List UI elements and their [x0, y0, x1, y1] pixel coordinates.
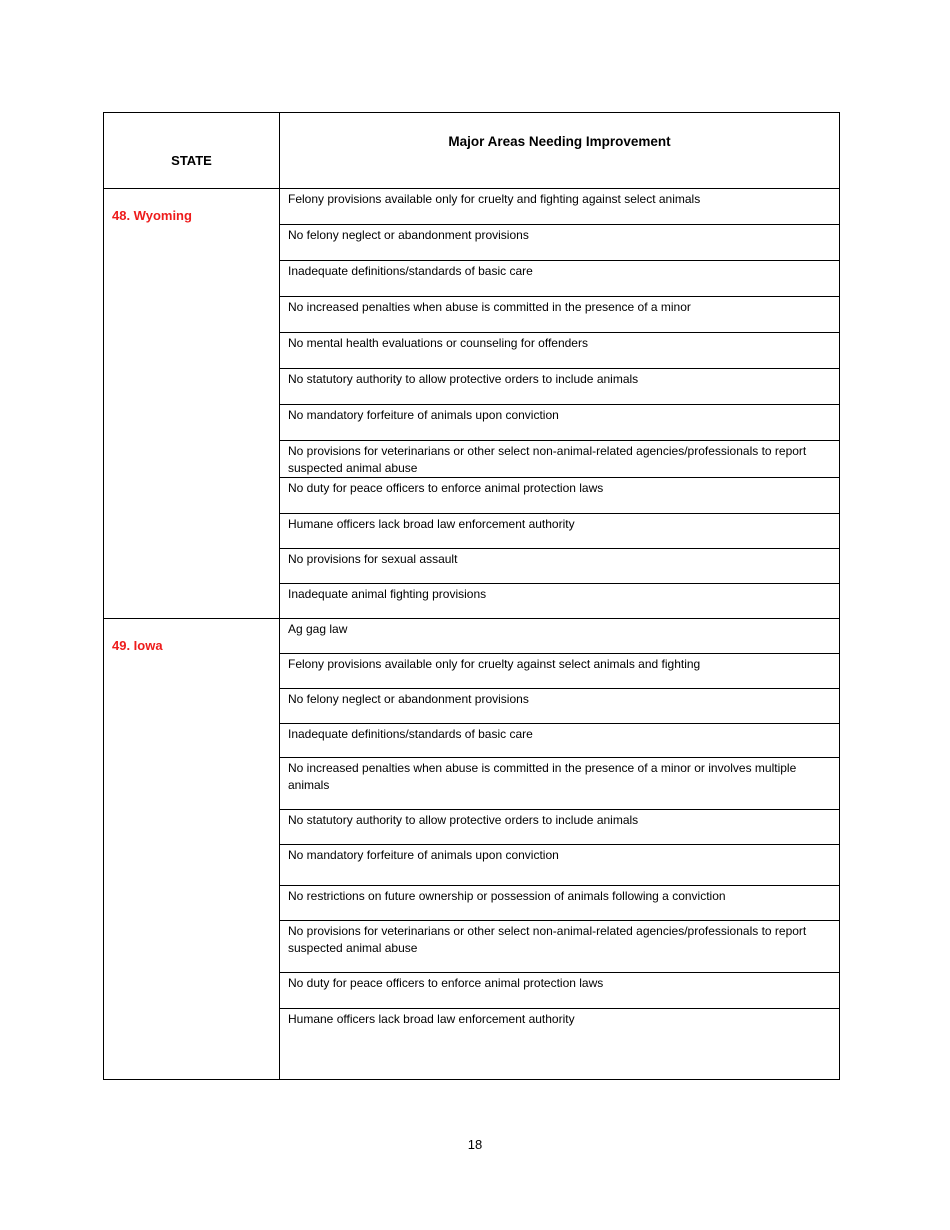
issue-cell: No increased penalties when abuse is committed in the presence of a minor: [280, 297, 840, 333]
issue-cell: Inadequate definitions/standards of basic care: [280, 261, 840, 297]
issue-cell: No duty for peace officers to enforce animal protection laws: [280, 478, 840, 514]
issue-cell: Ag gag law: [280, 619, 840, 654]
state-name-cell: 48. Wyoming: [104, 189, 280, 619]
issue-cell: Humane officers lack broad law enforcement authority: [280, 514, 840, 549]
issue-cell: Humane officers lack broad law enforcement authority: [280, 1009, 840, 1080]
state-name-cell: 49. Iowa: [104, 619, 280, 1080]
state-column-header-label: STATE: [171, 153, 212, 168]
table-header-row: [104, 113, 840, 189]
issue-cell: No duty for peace officers to enforce animal protection laws: [280, 973, 840, 1009]
issue-cell: No statutory authority to allow protective orders to include animals: [280, 369, 840, 405]
issue-cell: No felony neglect or abandonment provisions: [280, 689, 840, 724]
issue-cell: No provisions for veterinarians or other select non-animal-related agencies/professionals to report suspected animal abuse: [280, 921, 840, 973]
issue-cell: No provisions for veterinarians or other select non-animal-related agencies/professionals to report suspected animal abuse: [280, 441, 840, 478]
issue-cell: No statutory authority to allow protective orders to include animals: [280, 810, 840, 845]
table-row: [104, 619, 840, 654]
issue-cell: Felony provisions available only for cruelty against select animals and fighting: [280, 654, 840, 689]
page-number: 18: [467, 1137, 483, 1152]
issue-cell: No increased penalties when abuse is committed in the presence of a minor or involves multiple animals: [280, 758, 840, 810]
issue-cell: Inadequate definitions/standards of basic care: [280, 724, 840, 758]
issues-column-header: [280, 113, 840, 189]
issue-cell: No mandatory forfeiture of animals upon conviction: [280, 405, 840, 441]
issues-column-header-label: Major Areas Needing Improvement: [448, 134, 671, 149]
issue-cell: No mental health evaluations or counseling for offenders: [280, 333, 840, 369]
issue-cell: No restrictions on future ownership or possession of animals following a conviction: [280, 886, 840, 921]
issue-cell: No provisions for sexual assault: [280, 549, 840, 584]
issue-cell: No felony neglect or abandonment provisions: [280, 225, 840, 261]
issue-cell: No mandatory forfeiture of animals upon conviction: [280, 845, 840, 886]
state-column-header: [104, 113, 280, 189]
table-row: [104, 189, 840, 225]
issue-cell: Inadequate animal fighting provisions: [280, 584, 840, 619]
issue-cell: Felony provisions available only for cruelty and fighting against select animals: [280, 189, 840, 225]
improvement-table: [103, 112, 840, 1080]
